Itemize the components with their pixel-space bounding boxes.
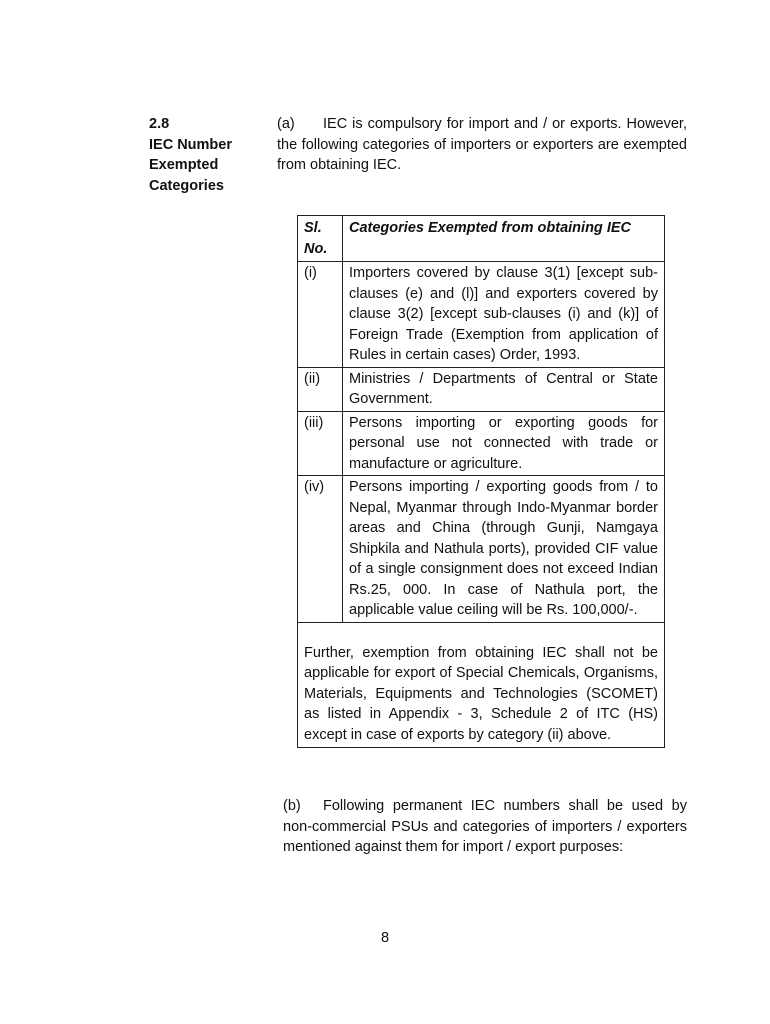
paragraph-b-label: (b)	[283, 798, 301, 814]
section-number: 2.8	[149, 116, 170, 132]
table-header-row	[298, 216, 665, 262]
header-sl-no: Sl. No.	[298, 216, 343, 262]
header-categories: Categories Exempted from obtaining IEC	[343, 216, 665, 262]
table-row	[298, 367, 665, 411]
paragraph-a-text: IEC is compulsory for import and / or exports. However, the following categories of importers or exporters are exempted from obtaining IEC.	[277, 116, 687, 173]
paragraph-b-text: Following permanent IEC numbers shall be used by non-commercial PSUs and categories of importers / exporters mentioned against them for import / export purposes:	[283, 798, 687, 855]
section-title-line-3: Categories	[149, 177, 224, 194]
table-row	[298, 476, 665, 623]
page-number: 8	[380, 930, 390, 946]
section-title-line-1: IEC Number	[149, 136, 232, 153]
row-sl: (ii)	[298, 367, 343, 411]
paragraph-b	[283, 796, 687, 858]
table-further-row	[298, 622, 665, 748]
row-text: Persons importing / exporting goods from / to Nepal, Myanmar through Indo-Myanmar border areas and China (through Gunji, Namgaya Shipkila and Nathula ports), provided CIF value of a single consignment does not exceed Indian Rs.25, 000. In case of Nathula port, the applicable value ceiling will be Rs. 100,000/-.	[343, 476, 665, 623]
section-title-line-2: Exempted	[149, 157, 219, 173]
row-sl: (i)	[298, 262, 343, 368]
row-text: Importers covered by clause 3(1) [except sub-clauses (e) and (l)] and exporters covered by clause 3(2) [except sub-clauses (i) and (k)] of Foreign Trade (Exemption from application of Rules in certain cases) Order, 1993.	[343, 262, 665, 368]
row-text: Persons importing or exporting goods for personal use not connected with trade or manufacture or agriculture.	[343, 411, 665, 476]
paragraph-a	[277, 114, 687, 176]
row-sl: (iii)	[298, 411, 343, 476]
further-note: Further, exemption from obtaining IEC shall not be applicable for export of Special Chemicals, Organisms, Materials, Equipments and Technologies (SCOMET) as listed in Appendix - 3, Schedule 2 of ITC (HS) except in case of exports by category (ii) above.	[298, 622, 665, 748]
row-text: Ministries / Departments of Central or State Government.	[343, 367, 665, 411]
row-sl: (iv)	[298, 476, 343, 623]
exemption-table	[297, 215, 665, 748]
paragraph-a-label: (a)	[277, 116, 295, 132]
table-row	[298, 262, 665, 368]
section-heading	[149, 114, 269, 196]
table-row	[298, 411, 665, 476]
